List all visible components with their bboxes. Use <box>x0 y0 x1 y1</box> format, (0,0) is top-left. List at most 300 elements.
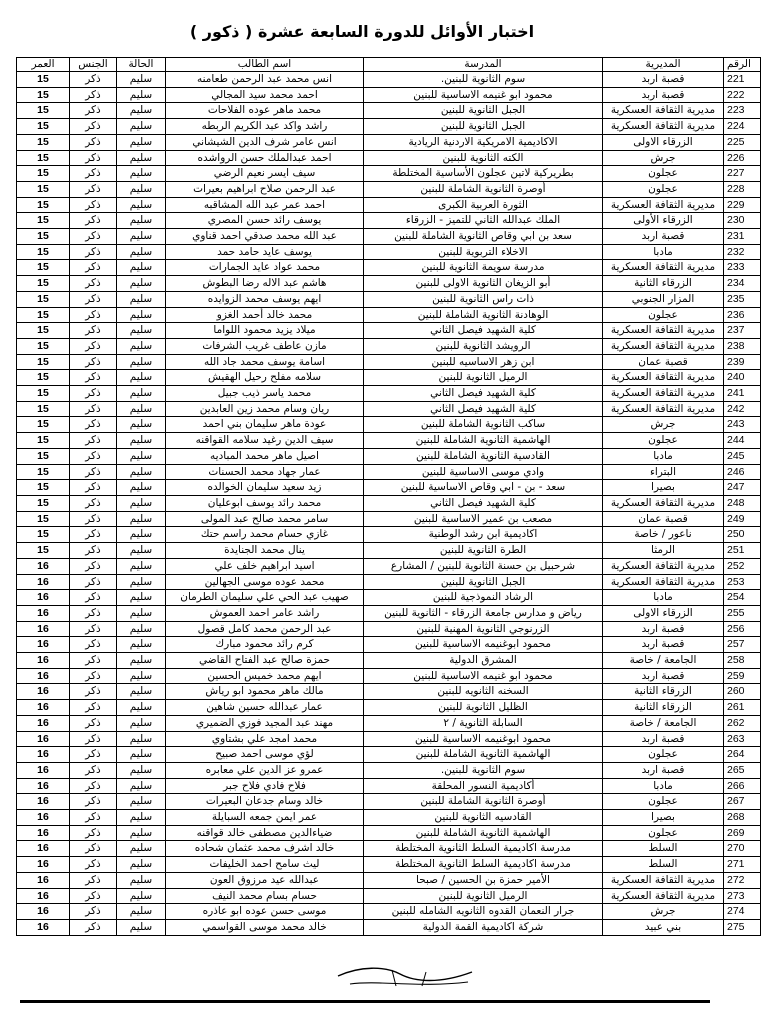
cell-school: ذات راس الثانوية للبنين <box>364 291 603 307</box>
cell-school: مصعب بن عمير الاساسية للبنين <box>364 511 603 527</box>
table-row <box>17 527 761 543</box>
cell-school: شركة اكاديمية القمة الدولية <box>364 919 603 935</box>
cell-gender: ذكر <box>70 338 117 354</box>
cell-directorate: ناعور / خاصة <box>603 527 724 543</box>
cell-student-name: عبد الرحمن صلاح ابراهيم بعيرات <box>166 181 364 197</box>
table-row <box>17 72 761 88</box>
cell-school: الرشاد النموذجية للبنين <box>364 590 603 606</box>
table-row <box>17 291 761 307</box>
cell-num: 267 <box>724 794 761 810</box>
cell-student-name: عمرو عز الدين علي معابره <box>166 762 364 778</box>
cell-status: سليم <box>117 919 166 935</box>
cell-school: الهاشمية الثانوية الشاملة للبنين <box>364 825 603 841</box>
cell-student-name: عودة ماهر سليمان بني احمد <box>166 417 364 433</box>
cell-age: 15 <box>17 511 70 527</box>
cell-status: سليم <box>117 527 166 543</box>
cell-status: سليم <box>117 684 166 700</box>
cell-school: مدرسة اكاديمية السلط الثانوية المختلطة <box>364 857 603 873</box>
cell-gender: ذكر <box>70 684 117 700</box>
cell-directorate: مديرية الثقافة العسكرية <box>603 401 724 417</box>
cell-school: الكته الثانوية للبنين <box>364 150 603 166</box>
table-row <box>17 354 761 370</box>
cell-school: ساكب الثانوية الشاملة للبنين <box>364 417 603 433</box>
bottom-rule <box>20 1000 710 1003</box>
cell-directorate: مديرية الثقافة العسكرية <box>603 386 724 402</box>
cell-num: 272 <box>724 872 761 888</box>
cell-status: سليم <box>117 605 166 621</box>
cell-num: 255 <box>724 605 761 621</box>
cell-status: سليم <box>117 857 166 873</box>
cell-student-name: خالد اشرف محمد عثمان شحاده <box>166 841 364 857</box>
cell-school: سعد - بن - ابي وقاص الاساسية للبنين <box>364 480 603 496</box>
cell-directorate: مديرية الثقافة العسكرية <box>603 260 724 276</box>
header-directorate: المديرية <box>603 58 724 72</box>
cell-num: 248 <box>724 495 761 511</box>
table-row <box>17 668 761 684</box>
cell-age: 15 <box>17 213 70 229</box>
cell-status: سليم <box>117 731 166 747</box>
cell-status: سليم <box>117 433 166 449</box>
cell-student-name: محمد عوده موسى الجهالين <box>166 574 364 590</box>
cell-student-name: سيف ايسر نعيم الرضي <box>166 166 364 182</box>
cell-age: 15 <box>17 244 70 260</box>
cell-status: سليم <box>117 872 166 888</box>
cell-gender: ذكر <box>70 166 117 182</box>
cell-status: سليم <box>117 480 166 496</box>
cell-num: 233 <box>724 260 761 276</box>
cell-student-name: غازي حسام محمد راسم حتك <box>166 527 364 543</box>
cell-num: 236 <box>724 307 761 323</box>
cell-directorate: بصيرا <box>603 810 724 826</box>
cell-directorate: عجلون <box>603 825 724 841</box>
cell-age: 16 <box>17 684 70 700</box>
cell-directorate: بني عبيد <box>603 919 724 935</box>
footer <box>0 960 724 1024</box>
table-row <box>17 747 761 763</box>
cell-directorate: عجلون <box>603 307 724 323</box>
cell-student-name: انس عامر شرف الدين الشيشاني <box>166 134 364 150</box>
cell-status: سليم <box>117 841 166 857</box>
cell-directorate: مادبا <box>603 590 724 606</box>
cell-status: سليم <box>117 229 166 245</box>
cell-gender: ذكر <box>70 919 117 935</box>
cell-school: كلية الشهيد فيصل الثاني <box>364 386 603 402</box>
cell-gender: ذكر <box>70 700 117 716</box>
cell-gender: ذكر <box>70 103 117 119</box>
cell-num: 256 <box>724 621 761 637</box>
cell-num: 268 <box>724 810 761 826</box>
table-row <box>17 700 761 716</box>
cell-school: الرميل الثانوية للبنين <box>364 888 603 904</box>
cell-num: 225 <box>724 134 761 150</box>
cell-age: 16 <box>17 590 70 606</box>
cell-student-name: لؤي موسى احمد صبيح <box>166 747 364 763</box>
cell-school: سوم الثانوية للبنين. <box>364 72 603 88</box>
cell-age: 16 <box>17 794 70 810</box>
cell-directorate: مديرية الثقافة العسكرية <box>603 495 724 511</box>
cell-num: 237 <box>724 323 761 339</box>
cell-status: سليم <box>117 448 166 464</box>
cell-num: 228 <box>724 181 761 197</box>
cell-gender: ذكر <box>70 794 117 810</box>
cell-student-name: مهند عبد المجيد فوزي الضميري <box>166 715 364 731</box>
cell-age: 16 <box>17 888 70 904</box>
cell-num: 270 <box>724 841 761 857</box>
cell-directorate: مديرية الثقافة العسكرية <box>603 338 724 354</box>
cell-num: 229 <box>724 197 761 213</box>
cell-age: 16 <box>17 872 70 888</box>
cell-num: 235 <box>724 291 761 307</box>
cell-gender: ذكر <box>70 354 117 370</box>
cell-directorate: قصبة اربد <box>603 229 724 245</box>
table-row <box>17 511 761 527</box>
cell-age: 15 <box>17 386 70 402</box>
cell-school: مدرسة سويمة الثانوية للبنين <box>364 260 603 276</box>
cell-directorate: الزرقاء الاولى <box>603 134 724 150</box>
cell-age: 15 <box>17 229 70 245</box>
cell-num: 273 <box>724 888 761 904</box>
cell-status: سليم <box>117 323 166 339</box>
table-row <box>17 119 761 135</box>
cell-student-name: محمد عواد عايد الجمارات <box>166 260 364 276</box>
cell-school: الثورة العربية الكبرى <box>364 197 603 213</box>
table-body <box>17 72 761 936</box>
cell-directorate: الزرقاء الثانية <box>603 276 724 292</box>
cell-student-name: ريان وسام محمد زين العابدين <box>166 401 364 417</box>
cell-directorate: قصبة اربد <box>603 637 724 653</box>
cell-num: 258 <box>724 653 761 669</box>
cell-num: 221 <box>724 72 761 88</box>
cell-age: 16 <box>17 621 70 637</box>
header-age: العمر <box>17 58 70 72</box>
cell-school: الأمير حمزة بن الحسين / صبحا <box>364 872 603 888</box>
table-row <box>17 715 761 731</box>
cell-status: سليم <box>117 87 166 103</box>
cell-age: 15 <box>17 276 70 292</box>
cell-directorate: السلط <box>603 841 724 857</box>
cell-directorate: المزار الجنوبي <box>603 291 724 307</box>
cell-gender: ذكر <box>70 715 117 731</box>
cell-age: 15 <box>17 417 70 433</box>
cell-num: 231 <box>724 229 761 245</box>
header-gender: الجنس <box>70 58 117 72</box>
cell-directorate: قصبة اربد <box>603 72 724 88</box>
table-row <box>17 417 761 433</box>
cell-gender: ذكر <box>70 401 117 417</box>
table-row <box>17 260 761 276</box>
cell-gender: ذكر <box>70 762 117 778</box>
cell-num: 223 <box>724 103 761 119</box>
cell-student-name: موسى حسن عوده ابو عاذره <box>166 904 364 920</box>
cell-num: 262 <box>724 715 761 731</box>
table-row <box>17 244 761 260</box>
cell-directorate: قصبة اربد <box>603 731 724 747</box>
table-row <box>17 794 761 810</box>
cell-gender: ذكر <box>70 229 117 245</box>
cell-status: سليم <box>117 386 166 402</box>
table-row <box>17 229 761 245</box>
cell-status: سليم <box>117 904 166 920</box>
cell-num: 261 <box>724 700 761 716</box>
cell-gender: ذكر <box>70 433 117 449</box>
table-row <box>17 213 761 229</box>
cell-age: 15 <box>17 119 70 135</box>
cell-age: 16 <box>17 558 70 574</box>
cell-directorate: عجلون <box>603 794 724 810</box>
results-table <box>16 57 761 936</box>
cell-school: وادي موسى الاساسية للبنين <box>364 464 603 480</box>
header-num: الرقم <box>724 58 761 72</box>
table-row <box>17 888 761 904</box>
cell-status: سليم <box>117 778 166 794</box>
table-row <box>17 590 761 606</box>
table-row <box>17 307 761 323</box>
cell-directorate: الزرقاء الأولى <box>603 213 724 229</box>
table-row <box>17 323 761 339</box>
cell-num: 240 <box>724 370 761 386</box>
cell-status: سليم <box>117 747 166 763</box>
cell-age: 16 <box>17 762 70 778</box>
cell-status: سليم <box>117 543 166 559</box>
table-row <box>17 401 761 417</box>
cell-gender: ذكر <box>70 386 117 402</box>
cell-directorate: مديرية الثقافة العسكرية <box>603 872 724 888</box>
table-row <box>17 919 761 935</box>
cell-school: الملك عبدالله الثاني للتميز - الزرقاء <box>364 213 603 229</box>
cell-age: 16 <box>17 653 70 669</box>
cell-directorate: الرمثا <box>603 543 724 559</box>
cell-student-name: زيد سعيد سليمان الخوالده <box>166 480 364 496</box>
cell-status: سليم <box>117 825 166 841</box>
cell-school: الرويشد الثانوية للبنين <box>364 338 603 354</box>
cell-gender: ذكر <box>70 72 117 88</box>
cell-student-name: عبدالله عيد مرزوق العون <box>166 872 364 888</box>
cell-directorate: الجامعة / خاصة <box>603 715 724 731</box>
table-row <box>17 87 761 103</box>
cell-status: سليم <box>117 213 166 229</box>
cell-age: 16 <box>17 857 70 873</box>
cell-school: كلية الشهيد فيصل الثاني <box>364 323 603 339</box>
cell-school: سوم الثانوية للبنين. <box>364 762 603 778</box>
cell-num: 253 <box>724 574 761 590</box>
cell-gender: ذكر <box>70 480 117 496</box>
cell-directorate: مادبا <box>603 448 724 464</box>
cell-status: سليم <box>117 888 166 904</box>
cell-student-name: محمد ماهر عوده الفلاحات <box>166 103 364 119</box>
cell-age: 16 <box>17 747 70 763</box>
cell-status: سليم <box>117 653 166 669</box>
cell-student-name: اسيد ابراهيم خلف علي <box>166 558 364 574</box>
table-row <box>17 181 761 197</box>
cell-num: 244 <box>724 433 761 449</box>
cell-gender: ذكر <box>70 134 117 150</box>
signature-scribble <box>330 962 480 992</box>
cell-school: الاكاديمية الامريكية الاردنية الريادية <box>364 134 603 150</box>
cell-gender: ذكر <box>70 857 117 873</box>
table-row <box>17 543 761 559</box>
cell-student-name: فلاح فادي فلاح جبر <box>166 778 364 794</box>
cell-directorate: جرش <box>603 150 724 166</box>
cell-status: سليم <box>117 72 166 88</box>
table-row <box>17 134 761 150</box>
cell-age: 15 <box>17 166 70 182</box>
cell-school: القادسيه الثانوية للبنين <box>364 810 603 826</box>
cell-student-name: اسامة يوسف محمد جاد الله <box>166 354 364 370</box>
cell-directorate: عجلون <box>603 181 724 197</box>
cell-student-name: مالك ماهر محمود ابو رياش <box>166 684 364 700</box>
cell-age: 15 <box>17 150 70 166</box>
cell-age: 15 <box>17 307 70 323</box>
cell-num: 224 <box>724 119 761 135</box>
cell-student-name: راشد عامر احمد العموش <box>166 605 364 621</box>
cell-school: كلية الشهيد فيصل الثاني <box>364 495 603 511</box>
cell-gender: ذكر <box>70 574 117 590</box>
cell-status: سليم <box>117 307 166 323</box>
cell-directorate: مادبا <box>603 244 724 260</box>
table-row <box>17 872 761 888</box>
cell-status: سليم <box>117 134 166 150</box>
cell-num: 249 <box>724 511 761 527</box>
cell-directorate: مديرية الثقافة العسكرية <box>603 574 724 590</box>
table-row <box>17 574 761 590</box>
cell-student-name: عمار عبدالله حسين شاهين <box>166 700 364 716</box>
cell-age: 15 <box>17 480 70 496</box>
table-row <box>17 605 761 621</box>
cell-directorate: جرش <box>603 417 724 433</box>
cell-status: سليم <box>117 370 166 386</box>
cell-status: سليم <box>117 558 166 574</box>
cell-student-name: اصيل ماهر محمد المباديه <box>166 448 364 464</box>
cell-age: 16 <box>17 904 70 920</box>
table-row <box>17 370 761 386</box>
cell-gender: ذكر <box>70 307 117 323</box>
table-row <box>17 464 761 480</box>
header-school: المدرسة <box>364 58 603 72</box>
cell-num: 238 <box>724 338 761 354</box>
cell-gender: ذكر <box>70 150 117 166</box>
cell-school: بطريركية لاتين عجلون الأساسية المختلطة <box>364 166 603 182</box>
table-row <box>17 731 761 747</box>
cell-num: 263 <box>724 731 761 747</box>
table-row <box>17 103 761 119</box>
cell-age: 16 <box>17 574 70 590</box>
cell-directorate: عجلون <box>603 166 724 182</box>
table-row <box>17 433 761 449</box>
cell-student-name: ايهم محمد خميس الحسين <box>166 668 364 684</box>
cell-student-name: سيف الدين رغيد سلامه القواقنه <box>166 433 364 449</box>
cell-student-name: ايهم يوسف محمد الزوايده <box>166 291 364 307</box>
cell-school: الطرة الثانوية للبنين <box>364 543 603 559</box>
header-student-name: اسم الطالب <box>166 58 364 72</box>
cell-status: سليم <box>117 354 166 370</box>
cell-age: 15 <box>17 464 70 480</box>
table-row <box>17 480 761 496</box>
cell-gender: ذكر <box>70 244 117 260</box>
cell-school: السخنه الثانويه للبنين <box>364 684 603 700</box>
cell-age: 15 <box>17 103 70 119</box>
cell-directorate: عجلون <box>603 433 724 449</box>
cell-school: جرار النعمان القدوه الثانويه الشامله للبنين <box>364 904 603 920</box>
cell-status: سليم <box>117 511 166 527</box>
cell-gender: ذكر <box>70 276 117 292</box>
cell-school: أبو الزيغان الثانوية الاولى للبنين <box>364 276 603 292</box>
cell-age: 16 <box>17 715 70 731</box>
cell-gender: ذكر <box>70 87 117 103</box>
table-row <box>17 857 761 873</box>
cell-num: 254 <box>724 590 761 606</box>
cell-gender: ذكر <box>70 323 117 339</box>
cell-student-name: محمد رائد يوسف ابوعليان <box>166 495 364 511</box>
cell-student-name: عبد الله محمد صدقي احمد قناوي <box>166 229 364 245</box>
cell-gender: ذكر <box>70 558 117 574</box>
cell-school: السابلة الثانوية / ٢ <box>364 715 603 731</box>
cell-student-name: حمزة صالح عبد الفتاح القاضي <box>166 653 364 669</box>
cell-directorate: قصبة اربد <box>603 621 724 637</box>
cell-age: 16 <box>17 731 70 747</box>
cell-age: 15 <box>17 87 70 103</box>
cell-school: الجبل الثانوية للبنين <box>364 103 603 119</box>
cell-student-name: محمد ياسر ذيب جبيل <box>166 386 364 402</box>
cell-school: محمود ابوغنيمه الاساسية للبنين <box>364 637 603 653</box>
cell-status: سليم <box>117 621 166 637</box>
cell-school: أكاديمية النسور المحلقة <box>364 778 603 794</box>
cell-status: سليم <box>117 119 166 135</box>
cell-num: 259 <box>724 668 761 684</box>
cell-directorate: مديرية الثقافة العسكرية <box>603 103 724 119</box>
cell-student-name: خالد وسام جدعان البعيرات <box>166 794 364 810</box>
cell-student-name: هاشم عبد الاله رضا البطوش <box>166 276 364 292</box>
cell-num: 230 <box>724 213 761 229</box>
cell-gender: ذكر <box>70 543 117 559</box>
cell-school: مدرسة اكاديمية السلط الثانوية المختلطة <box>364 841 603 857</box>
cell-school: الاخلاء التربوية للبنين <box>364 244 603 260</box>
cell-directorate: قصبة اربد <box>603 87 724 103</box>
cell-directorate: مديرية الثقافة العسكرية <box>603 370 724 386</box>
cell-gender: ذكر <box>70 590 117 606</box>
cell-directorate: بصيرا <box>603 480 724 496</box>
cell-school: سعد بن ابي وقاص الثانوية الشاملة للبنين <box>364 229 603 245</box>
cell-gender: ذكر <box>70 605 117 621</box>
cell-school: شرحبيل بن حسنة الثانوية للبنين / المشارع <box>364 558 603 574</box>
cell-gender: ذكر <box>70 495 117 511</box>
cell-directorate: الجامعة / خاصة <box>603 653 724 669</box>
cell-gender: ذكر <box>70 511 117 527</box>
cell-directorate: السلط <box>603 857 724 873</box>
cell-directorate: البتراء <box>603 464 724 480</box>
cell-num: 250 <box>724 527 761 543</box>
cell-status: سليم <box>117 700 166 716</box>
cell-age: 15 <box>17 370 70 386</box>
table-row <box>17 825 761 841</box>
cell-student-name: احمد عبدالملك حسن الرواشده <box>166 150 364 166</box>
cell-age: 16 <box>17 778 70 794</box>
cell-gender: ذكر <box>70 888 117 904</box>
cell-gender: ذكر <box>70 825 117 841</box>
cell-directorate: قصبة عمان <box>603 354 724 370</box>
cell-school: الظليل الثانوية للبنين <box>364 700 603 716</box>
cell-student-name: سلامه مفلح رحيل الهقيش <box>166 370 364 386</box>
cell-gender: ذكر <box>70 464 117 480</box>
cell-school: رياض و مدارس جامعة الزرقاء - الثانوية للبنين <box>364 605 603 621</box>
cell-gender: ذكر <box>70 621 117 637</box>
cell-gender: ذكر <box>70 668 117 684</box>
cell-num: 251 <box>724 543 761 559</box>
cell-num: 252 <box>724 558 761 574</box>
cell-student-name: حسام بسام محمد النيف <box>166 888 364 904</box>
cell-school: اكاديمية ابن رشد الوطنية <box>364 527 603 543</box>
table-row <box>17 637 761 653</box>
cell-num: 246 <box>724 464 761 480</box>
